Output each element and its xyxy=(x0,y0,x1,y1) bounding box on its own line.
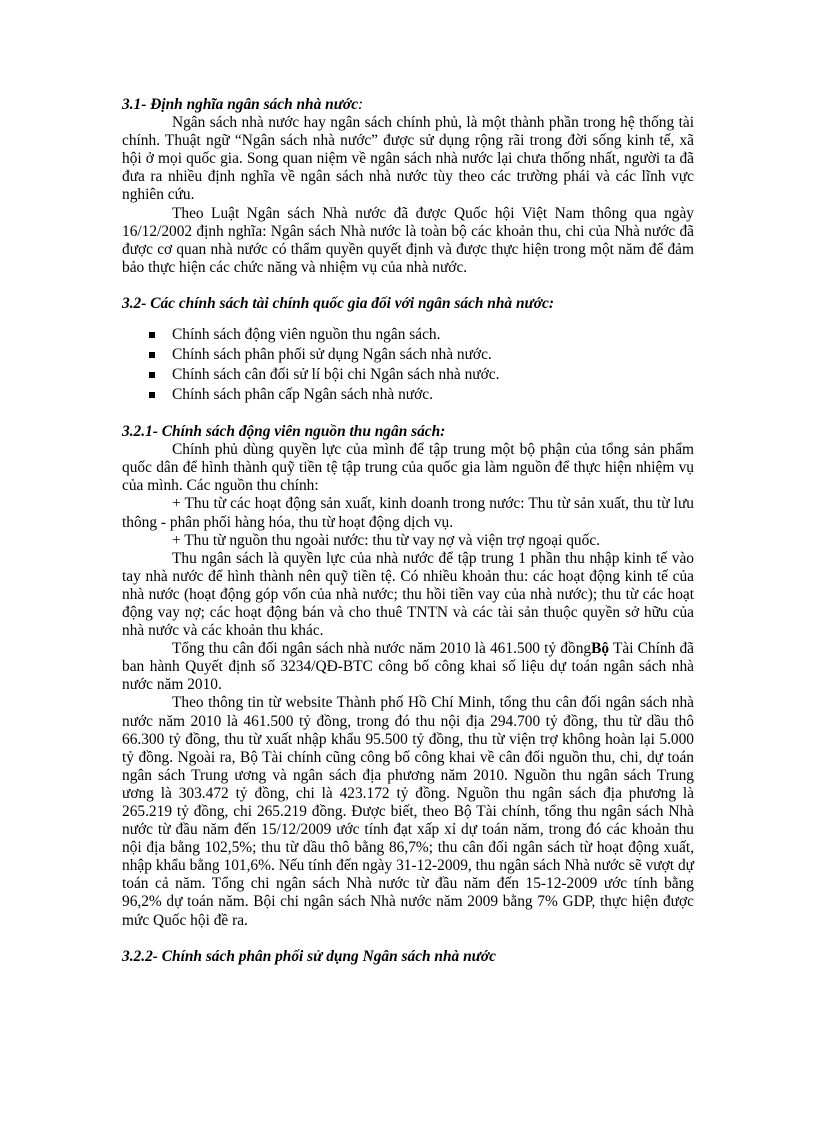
heading-3-1 xyxy=(122,96,694,114)
document-page xyxy=(122,96,694,966)
list-item xyxy=(122,325,694,345)
paragraph-3-2-1-e-end: Tài Chính đã ban hành Quyết định số 3234/QĐ-BTC công bố công khai số liệu dự toán ngân sách nhà nước năm 2010. xyxy=(122,640,694,694)
policy-list xyxy=(122,325,694,405)
paragraph-3-1-a: Ngân sách nhà nước hay ngân sách chính phủ, là một thành phần trong hệ thống tài chính. Thuật ngữ “Ngân sách nhà nước” được sử dụng rộng rãi trong đời sống kinh tế, xã hội ở mọi quốc gia. Song quan niệm về ngân sách nhà nước lại chưa thống nhất, người ta đã đưa ra nhiều định nghĩa về ngân sách nhà nước tùy theo các trường phái và các lĩnh vực nghiên cứu. xyxy=(122,114,694,204)
heading-3-1-text: Định nghĩa ngân sách nhà nước xyxy=(150,96,359,113)
list-item-text: Chính sách cân đối sử lí bội chi Ngân sách nhà nước. xyxy=(172,366,500,384)
paragraph-3-2-1-f: Theo thông tin từ website Thành phố Hồ Chí Minh, tổng thu cân đối ngân sách nhà nước năm 2010 là 461.500 tỷ đồng, trong đó thu nội địa 294.700 tỷ đồng, thu từ dầu thô 66.300 tỷ đồng, thu từ xuất nhập khẩu 95.500 tỷ đồng, thu từ viện trợ không hoàn lại 5.000 tỷ đồng. Ngoài ra, Bộ Tài chính cũng công bố công khai về cân đối nguồn thu, chi, dự toán ngân sách Trung ương và ngân sách địa phương năm 2010. Nguồn thu ngân sách Trung ương là 303.472 tỷ đồng, chi là 423.172 tỷ đồng. Nguồn thu ngân sách địa phương là 265.219 tỷ đồng, chi 265.219 đồng. Được biết, theo Bộ Tài chính, tổng thu ngân sách Nhà nước từ đầu năm đến 15/12/2009 ước tính đạt xấp xỉ dự toán năm, trong đó các khoản thu nội địa bằng 102,5%; thu từ dầu thô bằng 86,7%; thu cân đối ngân sách từ hoạt động xuất, nhập khẩu bằng 101,6%. Nếu tính đến ngày 31-12-2009, thu ngân sách Nhà nước sẽ vượt dự toán cả năm. Tổng chi ngân sách Nhà nước từ đầu năm đến 15-12-2009 ước tính bằng 96,2% dự toán năm. Bội chi ngân sách Nhà nước năm 2009 bằng 7% GDP, thực hiện được mức Quốc hội đề ra. xyxy=(122,694,694,929)
paragraph-3-2-1-a: Chính phủ dùng quyền lực của mình để tập trung một bộ phận của tổng sản phẩm quốc dân để hình thành quỹ tiền tệ tập trung của quốc gia làm nguồn để thực hiện nhiệm vụ của mình. Các nguồn thu chính: xyxy=(122,441,694,495)
heading-3-2: 3.2- Các chính sách tài chính quốc gia đối với ngân sách nhà nước: xyxy=(122,294,554,312)
square-bullet-icon xyxy=(149,392,155,398)
heading-3-2-2: 3.2.2- Chính sách phân phối sử dụng Ngân sách nhà nước xyxy=(122,947,496,965)
list-item xyxy=(122,385,694,405)
list-item xyxy=(122,365,694,385)
paragraph-3-2-1-e xyxy=(122,640,694,694)
paragraph-3-2-1-b: + Thu từ các hoạt động sản xuất, kinh doanh trong nước: Thu từ sản xuất, thu từ lưu thông - phân phối hàng hóa, thu từ hoạt động dịch vụ. xyxy=(122,495,694,531)
list-item xyxy=(122,345,694,365)
list-item-text: Chính sách động viên nguồn thu ngân sách. xyxy=(172,326,441,344)
paragraph-3-2-1-e-start: Tổng thu cân đối ngân sách nhà nước năm 2010 là 461.500 tỷ đồng xyxy=(172,640,592,658)
list-item-text: Chính sách phân phối sử dụng Ngân sách nhà nước. xyxy=(172,346,492,364)
square-bullet-icon xyxy=(149,352,155,358)
heading-3-1-number: 3.1- xyxy=(122,96,151,113)
paragraph-3-2-1-c: + Thu từ nguồn thu ngoài nước: thu từ vay nợ và viện trợ ngoại quốc. xyxy=(172,531,601,549)
heading-3-1-colon: : xyxy=(358,96,364,113)
spacer xyxy=(122,930,694,948)
paragraph-3-1-b: Theo Luật Ngân sách Nhà nước đã được Quốc hội Việt Nam thông qua ngày 16/12/2002 định nghĩa: Ngân sách Nhà nước là toàn bộ các khoản thu, chi của Nhà nước đã được cơ quan nhà nước có thẩm quyền quyết định và được thực hiện trong một năm để đảm bảo thực hiện các chức năng và nhiệm vụ của nhà nước. xyxy=(122,204,694,276)
spacer xyxy=(122,277,694,295)
paragraph-3-2-1-e-bold: Bộ xyxy=(591,640,610,658)
paragraph-3-2-1-d: Thu ngân sách là quyền lực của nhà nước để tập trung 1 phần thu nhập kinh tế vào tay nhà nước để hình thành nên quỹ tiền tệ. Có nhiều khoản thu: các hoạt động kinh tế của nhà nước (hoạt động góp vốn của nhà nước; thu hồi tiền vay của nhà nước); thu từ các hoạt động vay nợ; các hoạt động bán và cho thuê TNTN và các tài sản thuộc quyền sở hữu của nhà nước và các khoản thu khác. xyxy=(122,549,694,640)
square-bullet-icon xyxy=(149,372,155,378)
heading-3-2-1: 3.2.1- Chính sách động viên nguồn thu ngân sách: xyxy=(122,423,446,441)
list-item-text: Chính sách phân cấp Ngân sách nhà nước. xyxy=(172,386,433,404)
spacer xyxy=(122,405,694,423)
square-bullet-icon xyxy=(149,332,155,338)
